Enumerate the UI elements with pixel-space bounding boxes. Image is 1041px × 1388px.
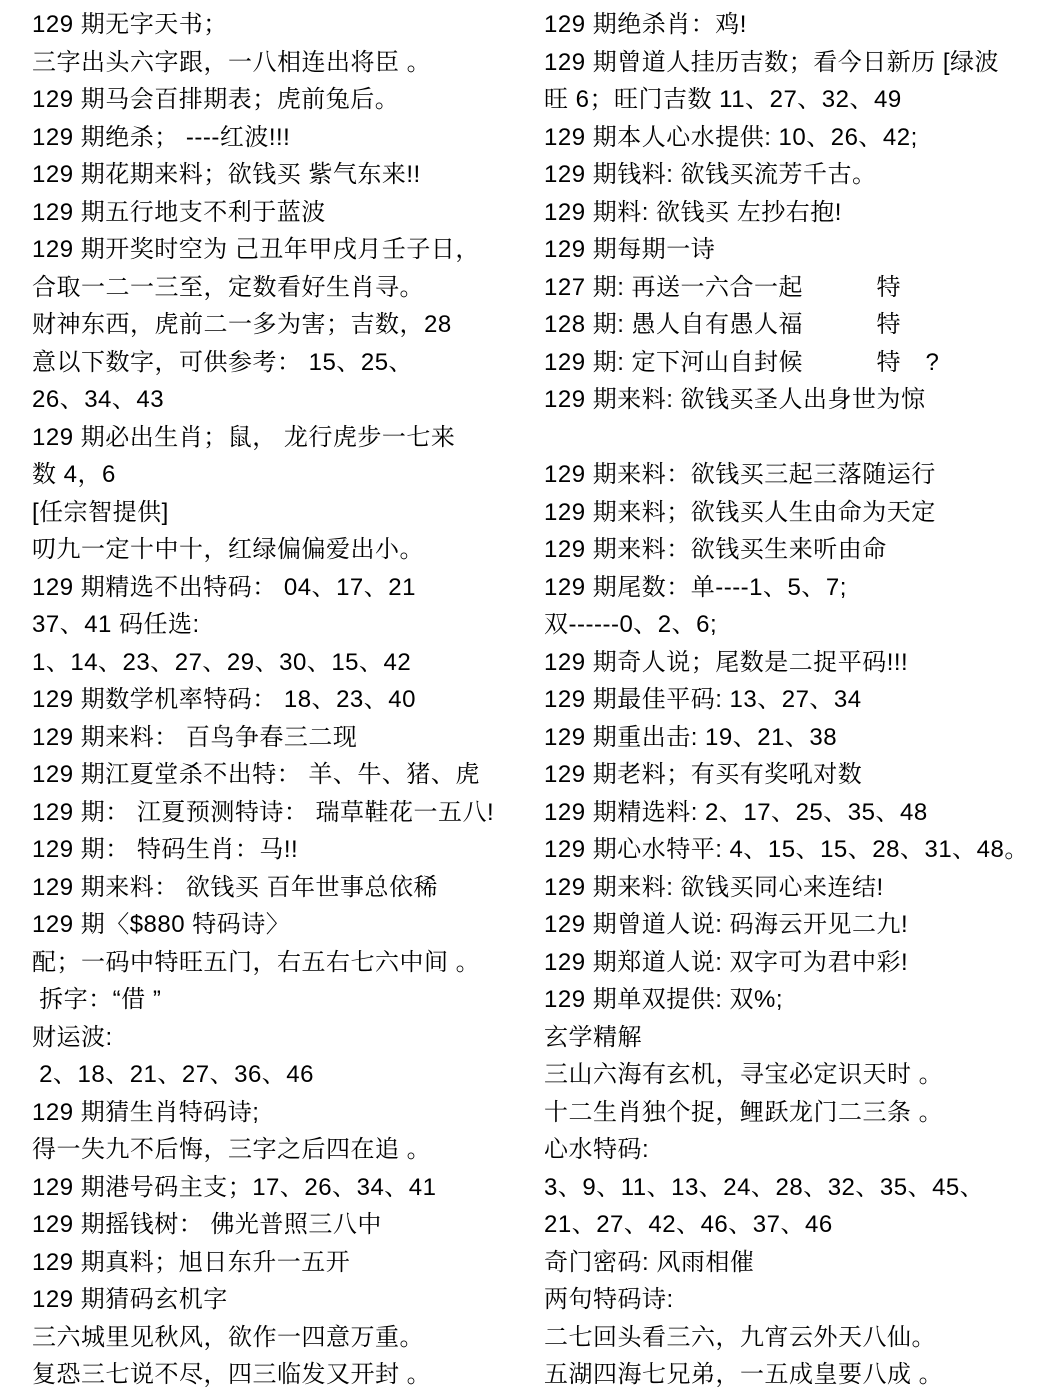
text-line: 配；一码中特旺五门，右五右七六中间 。 xyxy=(32,948,481,976)
text-line: 2、18、21、27、36、46 xyxy=(32,1061,314,1088)
text-line: 129 期重出击: 19、21、38 xyxy=(544,723,838,751)
text-line: 129 期奇人说；尾数是二捉平码!!! xyxy=(544,648,909,676)
text-line: 129 期每期一诗 xyxy=(544,236,716,263)
text-line: 129 期来料：欲钱买三起三落随运行 xyxy=(544,461,936,488)
text-line: 129 期精选料: 2、17、25、35、48 xyxy=(544,798,928,826)
text-line: 129 期〈$880 特码诗〉 xyxy=(32,911,291,938)
text-line: 129 期精选不出特码： 04、17、21 xyxy=(32,573,416,601)
text-line: 129 期老料；有买有奖吼对数 xyxy=(544,761,863,788)
text-line: 1、14、23、27、29、30、15、42 xyxy=(32,648,412,676)
text-line: 财运波: xyxy=(32,1023,113,1051)
text-line: 两句特码诗: xyxy=(544,1286,674,1313)
text-line: 二七回头看三六，九宵云外天八仙。 xyxy=(544,1323,936,1351)
text-line: 129 期江夏堂杀不出特： 羊、牛、猪、虎 xyxy=(32,761,480,788)
text-line: 129 期： 特码生肖：马!! xyxy=(32,836,299,863)
text-line: 奇门密码: 风雨相催 xyxy=(544,1248,755,1276)
text-line: 129 期五行地支不利于蓝波 xyxy=(32,198,326,226)
blank-line xyxy=(544,419,1041,457)
text-line: 3、9、11、13、24、28、32、35、45、 xyxy=(544,1173,985,1201)
text-line: 129 期必出生肖；鼠， 龙行虎步一七来 xyxy=(32,423,456,451)
text-line: 129 期花期来料；欲钱买 紫气东来!! xyxy=(32,161,421,188)
text-line: 双------0、2、6; xyxy=(544,611,718,638)
text-line: 129 期绝杀肖：鸡! xyxy=(544,11,747,38)
text-line: 129 期港号码主支；17、26、34、41 xyxy=(32,1173,437,1201)
text-line: 129 期单双提供: 双%; xyxy=(544,986,784,1013)
text-line: 128 期: 愚人自有愚人福 特 xyxy=(544,311,902,338)
text-line: 129 期来料；欲钱买人生由命为天定 xyxy=(544,498,936,526)
text-line: 129 期绝杀； ----红波!!! xyxy=(32,123,291,151)
text-line: 合取一二一三至，定数看好生肖寻。 xyxy=(32,273,424,301)
text-line: 旺 6；旺门吉数 11、27、32、49 xyxy=(544,86,902,113)
text-line: 129 期开奖时空为 己丑年甲戌月壬子日， xyxy=(32,236,480,263)
text-line: 得一失九不后悔，三字之后四在追 。 xyxy=(32,1136,432,1163)
text-line: 129 期曾道人说: 码海云开见二九! xyxy=(544,911,909,938)
text-line: 129 期真料；旭日东升一五开 xyxy=(32,1248,351,1276)
text-line: 127 期: 再送一六合一起 特 xyxy=(544,273,902,301)
text-line: 129 期无字天书； xyxy=(32,11,228,38)
left-column xyxy=(32,6,537,1388)
text-line: 三字出头六字跟，一八相连出将臣 。 xyxy=(32,48,432,76)
text-line: 129 期钱料: 欲钱买流芳千古。 xyxy=(544,161,877,188)
text-line: 129 期: 定下河山自封候 特 ? xyxy=(544,348,940,376)
text-line: 129 期来料：欲钱买生来听由命 xyxy=(544,536,887,563)
text-line: 数 4，6 xyxy=(32,461,116,488)
text-line: 五湖四海七兄弟，一五成皇要八成 。 xyxy=(544,1361,944,1388)
text-line: 129 期： 江夏预测特诗： 瑞草鞋花一五八! xyxy=(32,798,495,826)
text-line: 26、34、43 xyxy=(32,386,165,413)
text-line: 37、41 码任选: xyxy=(32,611,200,638)
text-line: 财神东西，虎前二一多为害；吉数，28 xyxy=(32,311,452,338)
text-line: 129 期马会百排期表；虎前兔后。 xyxy=(32,86,400,113)
text-line: 129 期来料： 百鸟争春三二现 xyxy=(32,723,358,751)
text-line: 拆字：“借 ” xyxy=(32,986,162,1013)
text-line: 129 期摇钱树： 佛光普照三八中 xyxy=(32,1211,382,1238)
text-line: 三六城里见秋风，欲作一四意万重。 xyxy=(32,1323,424,1351)
text-line: 三山六海有玄机，寻宝必定识天时 。 xyxy=(544,1061,944,1088)
text-line: 玄学精解 xyxy=(544,1023,642,1051)
text-line: 复恐三七说不尽，四三临发又开封 。 xyxy=(32,1361,432,1388)
text-line: 129 期曾道人挂历吉数；看今日新历 [绿波 xyxy=(544,48,1000,76)
text-line: 十二生肖独个捉，鲤跃龙门二三条 。 xyxy=(544,1098,944,1126)
text-line: 129 期料: 欲钱买 左抄右抱! xyxy=(544,198,842,226)
text-line: 意以下数字，可供参考： 15、25、 xyxy=(32,348,414,376)
text-line: 129 期来料: 欲钱买同心来连结! xyxy=(544,873,884,901)
text-line: 129 期来料: 欲钱买圣人出身世为惊 xyxy=(544,386,926,413)
text-line: 129 期猜生肖特码诗; xyxy=(32,1098,260,1126)
text-line: 心水特码: xyxy=(544,1136,650,1163)
text-line: [任宗智提供] xyxy=(32,498,169,526)
text-line: 129 期来料： 欲钱买 百年世事总依稀 xyxy=(32,873,439,901)
text-line: 21、27、42、46、37、46 xyxy=(544,1211,833,1238)
text-line: 129 期数学机率特码： 18、23、40 xyxy=(32,686,416,713)
text-line: 129 期郑道人说: 双字可为君中彩! xyxy=(544,948,909,976)
text-line: 129 期本人心水提供: 10、26、42; xyxy=(544,123,918,151)
text-line: 129 期最佳平码: 13、27、34 xyxy=(544,686,862,713)
text-line: 129 期猜码玄机字 xyxy=(32,1286,228,1313)
text-line: 129 期尾数：单----1、5、7; xyxy=(544,573,847,601)
text-line: 129 期心水特平: 4、15、15、28、31、48。 xyxy=(544,836,1029,863)
text-line: 叨九一定十中十，红绿偏偏爱出小。 xyxy=(32,536,424,563)
right-column xyxy=(544,6,1041,1388)
